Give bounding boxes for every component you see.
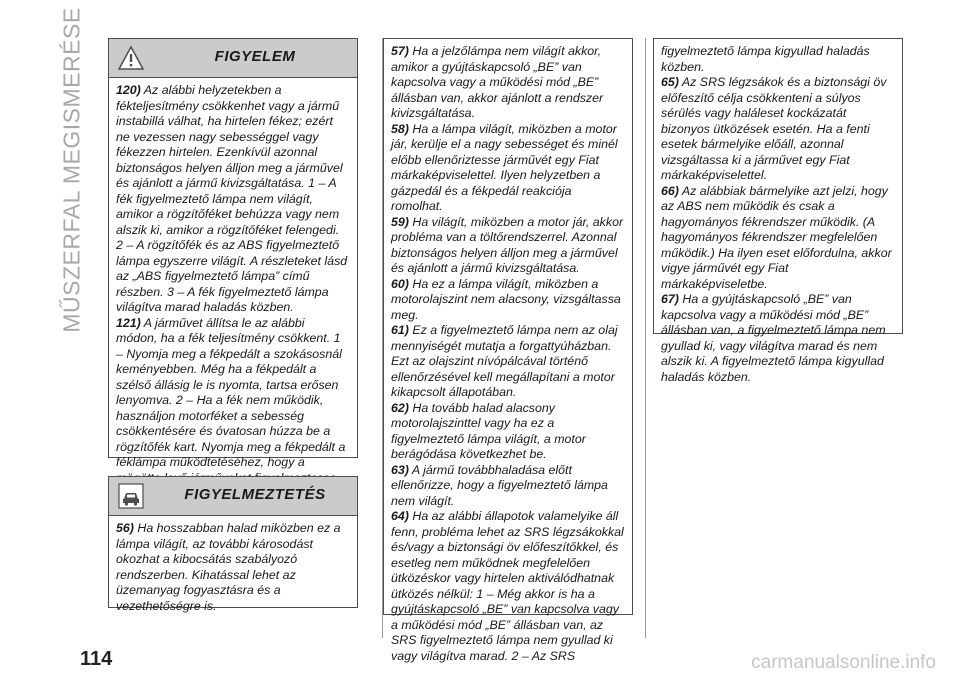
note-number: 63) bbox=[391, 462, 409, 477]
page-number: 114 bbox=[80, 648, 113, 670]
note-text: figyelmeztető lámpa kigyullad haladás közben. bbox=[661, 44, 870, 74]
note-text: Ha hosszabban halad miközben ez a lámpa világít, az további károsodást okozhat a kibocsátás szabályozó rendszerben. Kihatással lehet az üzemanyag fogyasztásra és a vezethetőségre is. bbox=[116, 521, 341, 613]
note-text: Ha az alábbi állapotok valamelyike áll fenn, probléma lehet az SRS légzsákokkal és/vagy a biztonsági öv előfeszítőkkel, és esetleg nem működnek megfelelően ütközéskor vagy hirtelen aktiválódhatnak ütközés nélkül: 1 – Még akkor is ha a gyújtáskapcsoló „BE” van kapcsolva vagy a működési mód „BE” állásban van, az SRS figyelmeztető lámpa nem gyullad ki vagy világítva marad. 2 – Az SRS bbox=[391, 509, 624, 663]
note-paragraph bbox=[116, 316, 349, 487]
warning-box-body bbox=[109, 78, 357, 490]
note-number: 66) bbox=[661, 183, 679, 198]
note-text: Ez a figyelmeztető lámpa nem az olaj mennyiségét mutatja a forgattyúházban. Ezt az olajszint nívópálcával történő ellenőrzésével kell megállapítani a motor kikapcsolt állapotában. bbox=[391, 323, 618, 399]
note-number: 67) bbox=[661, 292, 679, 306]
caution-box-title: FIGYELMEZTETÉS bbox=[184, 486, 326, 503]
note-text: Az alábbiak bármelyike azt jelzi, hogy az ABS nem működik és csak a hagyományos fékrendszer működik. (A hagyományos fékrendszer megfelelően működik.) Ha ilyen eset előfordulna, akkor vigye járművét egy Fiat márkaképviseletbe. bbox=[661, 183, 892, 291]
note-paragraph bbox=[391, 323, 624, 401]
section-side-title-text: MŰSZERFAL MEGISMERÉSE bbox=[58, 7, 85, 333]
note-text: Ha a jelzőlámpa nem világít akkor, amikor a gyújtáskapcsoló „BE” van kapcsolva vagy a működési mód „BE” állásban van, akkor ajánlott a rendszer kivizsgáltatása. bbox=[391, 44, 604, 120]
note-paragraph bbox=[391, 215, 624, 277]
note-number: 62) bbox=[391, 400, 409, 415]
caution-box-header bbox=[109, 477, 357, 516]
warning-box-continued-2 bbox=[653, 38, 903, 384]
note-text: Ha világít, miközben a motor jár, akkor probléma van a töltőrendszerrel. Azonnal biztonságos helyen álljon meg a járművel és ajánlott a jármű kivizsgáltatása. bbox=[391, 214, 624, 275]
note-text: Ha a gyújtáskapcsoló „BE” van kapcsolva vagy a működési mód „BE” állásban van, a figyelmeztető lámpa nem gyullad ki, vagy világítva marad és nem alszik ki. A figyelmeztető lámpa kigyullad haladás közben. bbox=[661, 292, 886, 384]
note-paragraph bbox=[391, 122, 624, 215]
caution-box-body bbox=[109, 516, 357, 618]
note-number: 60) bbox=[391, 276, 409, 291]
note-paragraph bbox=[391, 509, 624, 664]
note-paragraph bbox=[661, 44, 894, 75]
note-paragraph bbox=[661, 75, 894, 184]
site-watermark: carmanualsonline.info bbox=[751, 652, 936, 673]
note-paragraph bbox=[661, 292, 894, 385]
note-text: Az alábbi helyzetekben a féktelјesítmény csökkenhet vagy a jármű instabillá válhat, ha hirtelen fékez; ezért ne vezessen nagy sebességgel vagy fékezzen hirtelen. Ezenkívül azonnal biztonságos helyen álljon meg a járművel és ajánlott a jármű kivizsgáltatása. 1 – A fék figyelmeztető lámpa nem világít, amikor a rögzítőféket behúzza vagy nem alszik ki, amikor a rögzítőféket felengedi. 2 – A rögzítőfék és az ABS figyelmeztető lámpa egyszerre világít. A részleteket lásd az „ABS figyelmeztető lámpa” című részben. 3 – A fék figyelmeztető lámpa világítva marad haladás közben. bbox=[116, 83, 348, 314]
warning-box bbox=[108, 38, 358, 469]
note-number: 64) bbox=[391, 509, 409, 523]
warning-box-header bbox=[109, 39, 357, 78]
note-text: Ha tovább halad alacsony motorolajszinttel vagy ha ez a figyelmeztető lámpa világít, a motor berágódása következhet be. bbox=[391, 400, 586, 461]
note-text: A járművet állítsa le az alábbi módon, ha a fék teljesítmény csökkent. 1 – Nyomja meg a fékpedált a szokásosnál keményebben. Még ha a fékpedált a szélső állásig le is nyomta, tartsa erősen lenyomva. 2 – Ha a fék nem működik, használjon motorféket a sebesség csökkentésére és óvatosan húzza be a rögzítőfék kart. Nyomja meg a fékpedált a féklámpa működtetéséhez, hogy a bbox=[116, 315, 346, 469]
note-paragraph bbox=[116, 521, 349, 614]
column-divider-2 bbox=[645, 38, 646, 638]
note-text: A jármű továbbhaladása előtt ellenőrizze, hogy a figyelmeztető lámpa nem világít. bbox=[391, 462, 608, 508]
note-text: Ha a lámpa világít, miközben a motor jár, kerülje el a nagy sebességet és minél előbb ellenőriztesse járművét egy Fiat márkaképviselettel. Ilyen helyzetben a gázpedál és a fékpedál reakciója romolhat. bbox=[391, 121, 618, 213]
warning-box-title: FIGYELEM bbox=[214, 48, 296, 65]
car-caution-icon bbox=[118, 483, 144, 509]
note-number: 56) bbox=[116, 521, 134, 535]
note-number: 61) bbox=[391, 323, 409, 337]
caution-box bbox=[108, 476, 358, 613]
note-paragraph bbox=[391, 401, 624, 463]
note-paragraph bbox=[391, 277, 624, 324]
note-paragraph bbox=[116, 83, 349, 316]
note-number: 121) bbox=[116, 315, 141, 330]
note-paragraph bbox=[661, 184, 894, 293]
note-paragraph bbox=[391, 44, 624, 122]
warning-box-continued-2-body bbox=[654, 39, 902, 389]
note-number: 120) bbox=[116, 83, 141, 97]
warning-box-continued-body bbox=[384, 39, 632, 668]
note-number: 57) bbox=[391, 44, 409, 58]
warning-box-continued bbox=[383, 38, 633, 663]
note-number: 65) bbox=[661, 75, 679, 89]
section-side-title bbox=[52, 0, 92, 340]
note-number: 59) bbox=[391, 214, 409, 229]
warning-triangle-icon bbox=[118, 45, 144, 71]
note-paragraph bbox=[391, 463, 624, 510]
note-number: 58) bbox=[391, 121, 409, 136]
note-text: Az SRS légzsákok és a biztonsági öv előfeszítő célja csökkenteni a súlyos sérülés vagy haláleset kockázatát bizonyos ütközések esetén. Ha a fenti esetek bármelyike előáll, azonnal vizsgáltassa ki a járművet egy Fiat márkaképviselettel. bbox=[661, 75, 887, 182]
note-text: Ha ez a lámpa világít, miközben a motorolajszint nem alacsony, vizsgáltassa meg. bbox=[391, 276, 621, 322]
